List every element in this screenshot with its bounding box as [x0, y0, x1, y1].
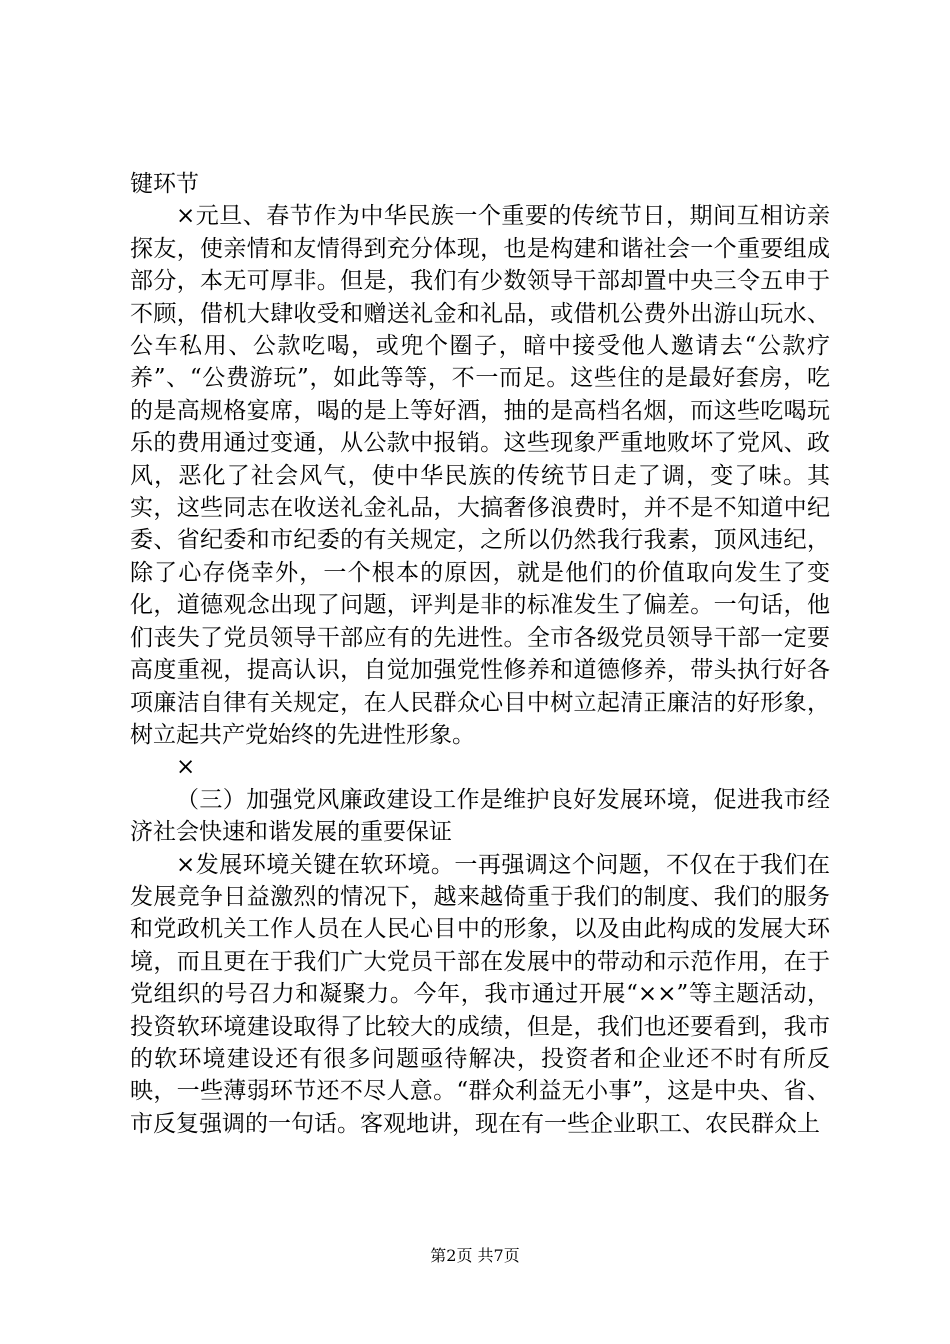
paragraph-continuation: 键环节	[130, 171, 199, 197]
paragraph-spring-festival: ×元旦、春节作为中华民族一个重要的传统节日，期间互相访亲探友，使亲情和友情得到充分体现，也是构建和谐社会一个重要组成部分，本无可厚非。但是，我们有少数领导干部却置中央三令五申于不顾，借机大肆收受和赠送礼金和礼品，或借机公费外出游山玩水、公车私用、公款吃喝，或兜个圈子，暗中接受他人邀请去“公款疗养”、“公费游玩”，如此等等，不一而足。这些住的是最好套房，吃的是高规格宴席，喝的是上等好酒，抽的是高档名烟，而这些吃喝玩乐的费用通过变通，从公款中报销。这些现象严重地败坏了党风、政风，恶化了社会风气，使中华民族的传统节日走了调，变了味。其实，这些同志在收送礼金礼品，大搞奢侈浪费时，并不是不知道中纪委、省纪委和市纪委的有关规定，之所以仍然我行我素，顶风违纪，除了心存侥幸外，一个根本的原因，就是他们的价值取向发生了变化，道德观念出现了问题，评判是非的标准发生了偏差。一句话，他们丧失了党员领导干部应有的先进性。全市各级党员领导干部一定要高度重视，提高认识，自觉加强党性修养和道德修养，带头执行好各项廉洁自律有关规定，在人民群众心目中树立起清正廉洁的好形象，树立起共产党始终的先进性形象。	[130, 203, 830, 748]
page-number-footer: 第2页 共7页	[430, 1246, 520, 1265]
section-heading-three: （三）加强党风廉政建设工作是维护良好发展环境，促进我市经济社会快速和谐发展的重要保证	[130, 786, 830, 846]
paragraph-soft-environment: ×发展环境关键在软环境。一再强调这个问题，不仅在于我们在发展竞争日益激烈的情况下，越来越倚重于我们的制度、我们的服务和党政机关工作人员在人民心目中的形象，以及由此构成的发展大环境，而且更在于我们广大党员干部在发展中的带动和示范作用，在于党组织的号召力和凝聚力。今年，我市通过开展“××”等主题活动，投资软环境建设取得了比较大的成绩，但是，我们也还要看到，我市的软环境建设还有很多问题亟待解决，投资者和企业还不时有所反映，一些薄弱环节还不尽人意。“群众利益无小事”，这是中央、省、市反复强调的一句话。客观地讲，现在有一些企业职工、农民群众上	[130, 851, 830, 1137]
document-body	[130, 168, 830, 1140]
paragraph-placeholder-mark: ×	[176, 754, 196, 781]
